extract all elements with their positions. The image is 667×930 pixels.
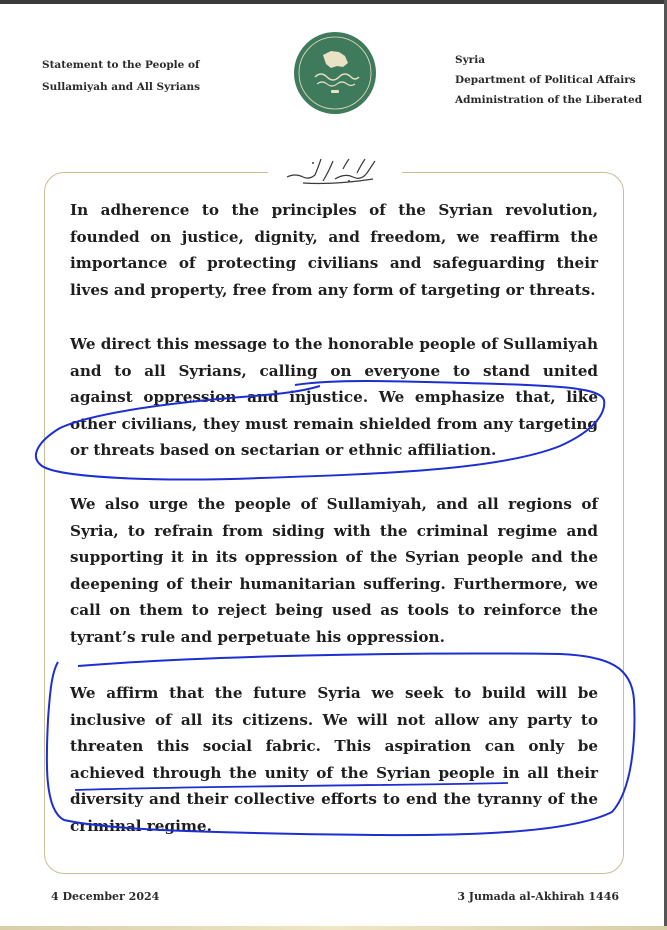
- bottom-border: [0, 926, 667, 930]
- header-left-line2: Sullamiyah and All Syrians: [42, 81, 201, 93]
- header-left-line1: Statement to the People of: [42, 59, 200, 71]
- date-gregorian: 4 December 2024: [51, 890, 160, 903]
- paragraph-4: We affirm that the future Syria we seek to build will be inclusive of all its citizens. We will not allow any party to threaten this social fabric. This aspiration can only be achieved through the unity of the Syrian people in all their diversity and their collective efforts to end the tyranny of the criminal regime.: [70, 684, 598, 835]
- header-right: [455, 50, 642, 110]
- paragraph-2: We direct this message to the honorable people of Sullamiyah and to all Syrians, calling on everyone to stand united against oppression and injustice. We emphasize that, like other civilians, they must remain shielded from any targeting or threats based on sectarian or ethnic affiliation.: [70, 335, 598, 460]
- header-left: [42, 54, 200, 98]
- emblem-seal-icon: [293, 31, 377, 115]
- header-right-line1: Syria: [455, 54, 486, 66]
- date-hijri: 3 Jumada al-Akhirah 1446: [457, 890, 619, 903]
- header-right-line3: Administration of the Liberated: [455, 94, 643, 106]
- basmala-calligraphy-icon: [283, 151, 383, 189]
- header-right-line2: Department of Political Affairs: [455, 74, 636, 86]
- top-border: [0, 0, 667, 4]
- paragraph-3: We also urge the people of Sullamiyah, and all regions of Syria, to refrain from siding with the criminal regime and supporting it in its oppression of the Syrian people and the deepening of their humanitarian suffering. Furthermore, we call on them to reject being used as tools to reinforce the tyrant’s rule and perpetuate his oppression.: [70, 495, 598, 646]
- paragraph-1: In adherence to the principles of the Syrian revolution, founded on justice, dignity, and freedom, we reaffirm the importance of protecting civilians and safeguarding their lives and property, free from any form of targeting or threats.: [70, 201, 598, 299]
